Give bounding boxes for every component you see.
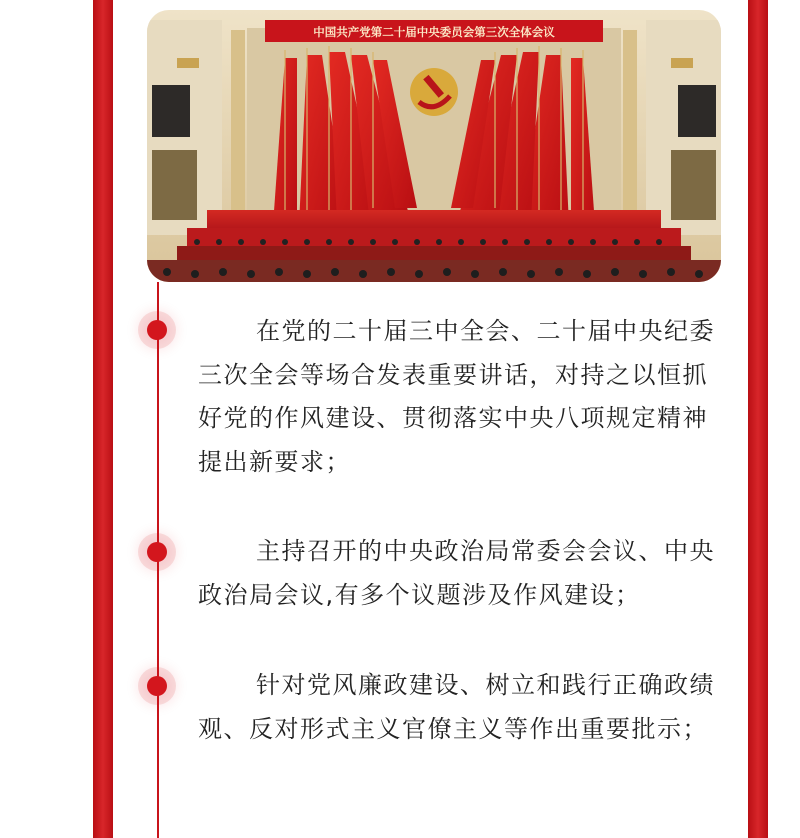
timeline-item-text: 主持召开的中央政治局常委会会议、中央政治局会议,有多个议题涉及作风建设； — [198, 537, 715, 609]
right-red-border — [748, 0, 768, 838]
timeline-item-text: 针对党风廉政建设、树立和践行正确政绩观、反对形式主义官僚主义等作出重要批示； — [198, 671, 715, 743]
left-red-border — [93, 0, 113, 838]
timeline-bullet — [147, 542, 167, 562]
timeline-item-text: 在党的二十届三中全会、二十届中央纪委三次全会等场合发表重要讲话，对持之以恒抓好党的作风建设、贯彻落实中央八项规定精神提出新要求； — [198, 317, 715, 476]
timeline-bullet — [147, 320, 167, 340]
banner-text: 中国共产党第二十届中央委员会第三次全体会议 — [313, 25, 555, 39]
timeline-bullet — [147, 676, 167, 696]
plenary-session-photo — [147, 10, 721, 282]
